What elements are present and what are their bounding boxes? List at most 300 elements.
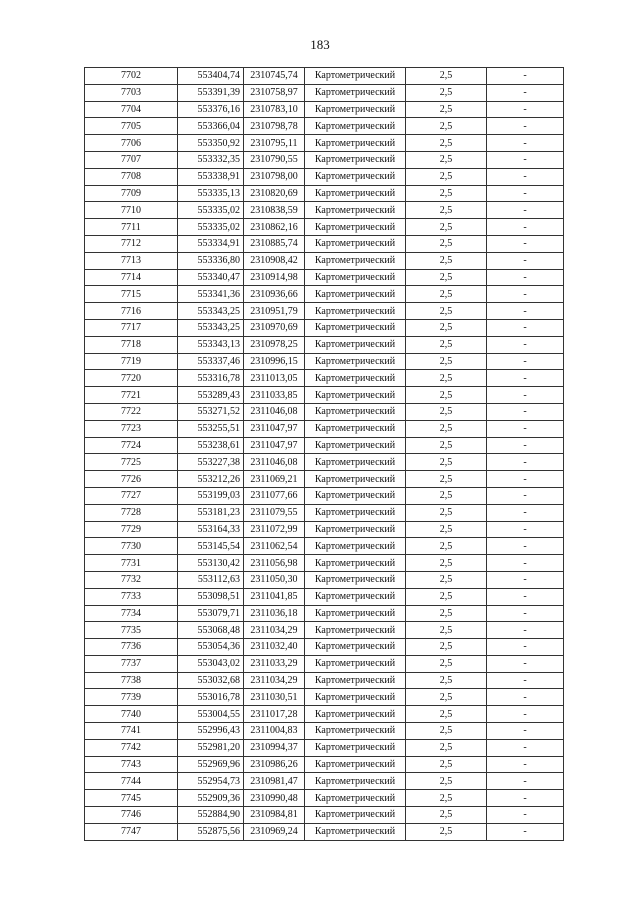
accuracy-cell: 2,5 — [406, 555, 487, 572]
x-coordinate-cell: 553332,35 — [178, 151, 244, 168]
point-number-cell: 7737 — [85, 655, 178, 672]
table-row — [85, 672, 564, 689]
accuracy-cell: 2,5 — [406, 790, 487, 807]
method-cell: Картометрический — [305, 622, 406, 639]
x-coordinate-cell: 553004,55 — [178, 706, 244, 723]
y-coordinate-cell: 2311050,30 — [244, 571, 305, 588]
table-row — [85, 807, 564, 824]
x-coordinate-cell: 553338,91 — [178, 168, 244, 185]
point-number-cell: 7711 — [85, 219, 178, 236]
method-cell: Картометрический — [305, 370, 406, 387]
accuracy-cell: 2,5 — [406, 622, 487, 639]
note-cell: - — [487, 756, 564, 773]
point-number-cell: 7746 — [85, 807, 178, 824]
note-cell: - — [487, 286, 564, 303]
method-cell: Картометрический — [305, 68, 406, 85]
table-row — [85, 101, 564, 118]
note-cell: - — [487, 605, 564, 622]
table-row — [85, 252, 564, 269]
accuracy-cell: 2,5 — [406, 336, 487, 353]
accuracy-cell: 2,5 — [406, 269, 487, 286]
point-number-cell: 7728 — [85, 504, 178, 521]
y-coordinate-cell: 2311041,85 — [244, 588, 305, 605]
note-cell: - — [487, 370, 564, 387]
x-coordinate-cell: 553112,63 — [178, 571, 244, 588]
method-cell: Картометрический — [305, 487, 406, 504]
accuracy-cell: 2,5 — [406, 571, 487, 588]
accuracy-cell: 2,5 — [406, 639, 487, 656]
method-cell: Картометрический — [305, 471, 406, 488]
accuracy-cell: 2,5 — [406, 319, 487, 336]
accuracy-cell: 2,5 — [406, 202, 487, 219]
note-cell: - — [487, 639, 564, 656]
point-number-cell: 7745 — [85, 790, 178, 807]
table-row — [85, 269, 564, 286]
accuracy-cell: 2,5 — [406, 689, 487, 706]
y-coordinate-cell: 2310838,59 — [244, 202, 305, 219]
method-cell: Картометрический — [305, 521, 406, 538]
x-coordinate-cell: 552909,36 — [178, 790, 244, 807]
accuracy-cell: 2,5 — [406, 437, 487, 454]
accuracy-cell: 2,5 — [406, 756, 487, 773]
method-cell: Картометрический — [305, 353, 406, 370]
table-row — [85, 168, 564, 185]
table-row — [85, 538, 564, 555]
point-number-cell: 7709 — [85, 185, 178, 202]
coordinates-table — [84, 67, 564, 841]
y-coordinate-cell: 2311036,18 — [244, 605, 305, 622]
note-cell: - — [487, 353, 564, 370]
table-row — [85, 437, 564, 454]
point-number-cell: 7731 — [85, 555, 178, 572]
point-number-cell: 7742 — [85, 739, 178, 756]
point-number-cell: 7706 — [85, 135, 178, 152]
y-coordinate-cell: 2311062,54 — [244, 538, 305, 555]
point-number-cell: 7708 — [85, 168, 178, 185]
page-number: 183 — [310, 37, 330, 52]
table-row — [85, 151, 564, 168]
point-number-cell: 7723 — [85, 420, 178, 437]
y-coordinate-cell: 2310783,10 — [244, 101, 305, 118]
x-coordinate-cell: 553336,80 — [178, 252, 244, 269]
y-coordinate-cell: 2311032,40 — [244, 639, 305, 656]
method-cell: Картометрический — [305, 403, 406, 420]
x-coordinate-cell: 553145,54 — [178, 538, 244, 555]
method-cell: Картометрический — [305, 555, 406, 572]
table-row — [85, 823, 564, 840]
accuracy-cell: 2,5 — [406, 538, 487, 555]
accuracy-cell: 2,5 — [406, 370, 487, 387]
method-cell: Картометрический — [305, 706, 406, 723]
table-row — [85, 387, 564, 404]
y-coordinate-cell: 2311030,51 — [244, 689, 305, 706]
point-number-cell: 7733 — [85, 588, 178, 605]
x-coordinate-cell: 553043,02 — [178, 655, 244, 672]
accuracy-cell: 2,5 — [406, 303, 487, 320]
x-coordinate-cell: 553289,43 — [178, 387, 244, 404]
table-row — [85, 118, 564, 135]
y-coordinate-cell: 2310996,15 — [244, 353, 305, 370]
note-cell: - — [487, 471, 564, 488]
x-coordinate-cell: 553335,13 — [178, 185, 244, 202]
point-number-cell: 7739 — [85, 689, 178, 706]
method-cell: Картометрический — [305, 807, 406, 824]
y-coordinate-cell: 2310969,24 — [244, 823, 305, 840]
y-coordinate-cell: 2311034,29 — [244, 622, 305, 639]
x-coordinate-cell: 553316,78 — [178, 370, 244, 387]
accuracy-cell: 2,5 — [406, 84, 487, 101]
method-cell: Картометрический — [305, 756, 406, 773]
table-row — [85, 219, 564, 236]
note-cell: - — [487, 521, 564, 538]
point-number-cell: 7741 — [85, 723, 178, 740]
point-number-cell: 7744 — [85, 773, 178, 790]
point-number-cell: 7714 — [85, 269, 178, 286]
note-cell: - — [487, 118, 564, 135]
note-cell: - — [487, 437, 564, 454]
point-number-cell: 7727 — [85, 487, 178, 504]
accuracy-cell: 2,5 — [406, 168, 487, 185]
x-coordinate-cell: 553181,23 — [178, 504, 244, 521]
table-row — [85, 739, 564, 756]
point-number-cell: 7717 — [85, 319, 178, 336]
y-coordinate-cell: 2310908,42 — [244, 252, 305, 269]
note-cell: - — [487, 336, 564, 353]
x-coordinate-cell: 552996,43 — [178, 723, 244, 740]
table-row — [85, 370, 564, 387]
table-row — [85, 353, 564, 370]
method-cell: Картометрический — [305, 135, 406, 152]
y-coordinate-cell: 2311079,55 — [244, 504, 305, 521]
y-coordinate-cell: 2310936,66 — [244, 286, 305, 303]
y-coordinate-cell: 2310798,00 — [244, 168, 305, 185]
point-number-cell: 7707 — [85, 151, 178, 168]
table-row — [85, 571, 564, 588]
accuracy-cell: 2,5 — [406, 454, 487, 471]
method-cell: Картометрический — [305, 84, 406, 101]
note-cell: - — [487, 538, 564, 555]
method-cell: Картометрический — [305, 672, 406, 689]
y-coordinate-cell: 2311056,98 — [244, 555, 305, 572]
accuracy-cell: 2,5 — [406, 420, 487, 437]
note-cell: - — [487, 655, 564, 672]
table-row — [85, 605, 564, 622]
point-number-cell: 7729 — [85, 521, 178, 538]
point-number-cell: 7738 — [85, 672, 178, 689]
y-coordinate-cell: 2310795,11 — [244, 135, 305, 152]
accuracy-cell: 2,5 — [406, 773, 487, 790]
note-cell: - — [487, 723, 564, 740]
table-row — [85, 185, 564, 202]
x-coordinate-cell: 553032,68 — [178, 672, 244, 689]
table-row — [85, 487, 564, 504]
table-row — [85, 471, 564, 488]
y-coordinate-cell: 2310978,25 — [244, 336, 305, 353]
method-cell: Картометрический — [305, 571, 406, 588]
accuracy-cell: 2,5 — [406, 672, 487, 689]
note-cell: - — [487, 135, 564, 152]
table-row — [85, 588, 564, 605]
accuracy-cell: 2,5 — [406, 118, 487, 135]
point-number-cell: 7740 — [85, 706, 178, 723]
table-row — [85, 521, 564, 538]
table-row — [85, 756, 564, 773]
note-cell: - — [487, 807, 564, 824]
note-cell: - — [487, 706, 564, 723]
x-coordinate-cell: 552981,20 — [178, 739, 244, 756]
accuracy-cell: 2,5 — [406, 235, 487, 252]
x-coordinate-cell: 553335,02 — [178, 219, 244, 236]
point-number-cell: 7732 — [85, 571, 178, 588]
y-coordinate-cell: 2310994,37 — [244, 739, 305, 756]
y-coordinate-cell: 2310990,48 — [244, 790, 305, 807]
point-number-cell: 7724 — [85, 437, 178, 454]
note-cell: - — [487, 588, 564, 605]
table-row — [85, 286, 564, 303]
note-cell: - — [487, 68, 564, 85]
point-number-cell: 7730 — [85, 538, 178, 555]
method-cell: Картометрический — [305, 538, 406, 555]
point-number-cell: 7721 — [85, 387, 178, 404]
y-coordinate-cell: 2311077,66 — [244, 487, 305, 504]
y-coordinate-cell: 2310986,26 — [244, 756, 305, 773]
y-coordinate-cell: 2310914,98 — [244, 269, 305, 286]
x-coordinate-cell: 553334,91 — [178, 235, 244, 252]
table-row — [85, 689, 564, 706]
method-cell: Картометрический — [305, 303, 406, 320]
table-row — [85, 202, 564, 219]
x-coordinate-cell: 553016,78 — [178, 689, 244, 706]
table-row — [85, 622, 564, 639]
x-coordinate-cell: 553255,51 — [178, 420, 244, 437]
note-cell: - — [487, 689, 564, 706]
method-cell: Картометрический — [305, 655, 406, 672]
point-number-cell: 7747 — [85, 823, 178, 840]
x-coordinate-cell: 553340,47 — [178, 269, 244, 286]
point-number-cell: 7719 — [85, 353, 178, 370]
point-number-cell: 7718 — [85, 336, 178, 353]
note-cell: - — [487, 168, 564, 185]
y-coordinate-cell: 2311034,29 — [244, 672, 305, 689]
table-row — [85, 773, 564, 790]
table-row — [85, 555, 564, 572]
x-coordinate-cell: 552954,73 — [178, 773, 244, 790]
note-cell: - — [487, 487, 564, 504]
note-cell: - — [487, 403, 564, 420]
y-coordinate-cell: 2310885,74 — [244, 235, 305, 252]
y-coordinate-cell: 2310790,55 — [244, 151, 305, 168]
note-cell: - — [487, 739, 564, 756]
note-cell: - — [487, 420, 564, 437]
accuracy-cell: 2,5 — [406, 286, 487, 303]
accuracy-cell: 2,5 — [406, 135, 487, 152]
x-coordinate-cell: 553068,48 — [178, 622, 244, 639]
note-cell: - — [487, 202, 564, 219]
y-coordinate-cell: 2311046,08 — [244, 454, 305, 471]
x-coordinate-cell: 553212,26 — [178, 471, 244, 488]
method-cell: Картометрический — [305, 235, 406, 252]
y-coordinate-cell: 2311047,97 — [244, 420, 305, 437]
method-cell: Картометрический — [305, 504, 406, 521]
table-row — [85, 235, 564, 252]
point-number-cell: 7713 — [85, 252, 178, 269]
method-cell: Картометрический — [305, 269, 406, 286]
y-coordinate-cell: 2310820,69 — [244, 185, 305, 202]
note-cell: - — [487, 823, 564, 840]
note-cell: - — [487, 790, 564, 807]
table-row — [85, 319, 564, 336]
x-coordinate-cell: 553335,02 — [178, 202, 244, 219]
accuracy-cell: 2,5 — [406, 101, 487, 118]
accuracy-cell: 2,5 — [406, 739, 487, 756]
table-row — [85, 135, 564, 152]
method-cell: Картометрический — [305, 336, 406, 353]
point-number-cell: 7722 — [85, 403, 178, 420]
accuracy-cell: 2,5 — [406, 521, 487, 538]
note-cell: - — [487, 185, 564, 202]
method-cell: Картометрический — [305, 252, 406, 269]
y-coordinate-cell: 2311047,97 — [244, 437, 305, 454]
note-cell: - — [487, 101, 564, 118]
note-cell: - — [487, 387, 564, 404]
x-coordinate-cell: 553227,38 — [178, 454, 244, 471]
note-cell: - — [487, 504, 564, 521]
method-cell: Картометрический — [305, 168, 406, 185]
coordinates-table-body — [85, 68, 564, 841]
accuracy-cell: 2,5 — [406, 219, 487, 236]
point-number-cell: 7705 — [85, 118, 178, 135]
y-coordinate-cell: 2311046,08 — [244, 403, 305, 420]
y-coordinate-cell: 2310758,97 — [244, 84, 305, 101]
note-cell: - — [487, 269, 564, 286]
accuracy-cell: 2,5 — [406, 655, 487, 672]
table-row — [85, 790, 564, 807]
method-cell: Картометрический — [305, 739, 406, 756]
method-cell: Картометрический — [305, 286, 406, 303]
accuracy-cell: 2,5 — [406, 706, 487, 723]
x-coordinate-cell: 553054,36 — [178, 639, 244, 656]
accuracy-cell: 2,5 — [406, 185, 487, 202]
y-coordinate-cell: 2311033,85 — [244, 387, 305, 404]
x-coordinate-cell: 553391,39 — [178, 84, 244, 101]
method-cell: Картометрический — [305, 185, 406, 202]
method-cell: Картометрический — [305, 790, 406, 807]
note-cell: - — [487, 555, 564, 572]
x-coordinate-cell: 552875,56 — [178, 823, 244, 840]
x-coordinate-cell: 552884,90 — [178, 807, 244, 824]
point-number-cell: 7734 — [85, 605, 178, 622]
y-coordinate-cell: 2310798,78 — [244, 118, 305, 135]
method-cell: Картометрический — [305, 639, 406, 656]
point-number-cell: 7726 — [85, 471, 178, 488]
point-number-cell: 7720 — [85, 370, 178, 387]
note-cell: - — [487, 235, 564, 252]
y-coordinate-cell: 2310984,81 — [244, 807, 305, 824]
note-cell: - — [487, 454, 564, 471]
point-number-cell: 7704 — [85, 101, 178, 118]
point-number-cell: 7725 — [85, 454, 178, 471]
accuracy-cell: 2,5 — [406, 723, 487, 740]
x-coordinate-cell: 553404,74 — [178, 68, 244, 85]
table-row — [85, 303, 564, 320]
table-row — [85, 504, 564, 521]
method-cell: Картометрический — [305, 219, 406, 236]
table-row — [85, 655, 564, 672]
y-coordinate-cell: 2310981,47 — [244, 773, 305, 790]
table-row — [85, 420, 564, 437]
table-row — [85, 336, 564, 353]
x-coordinate-cell: 553271,52 — [178, 403, 244, 420]
point-number-cell: 7743 — [85, 756, 178, 773]
table-row — [85, 639, 564, 656]
accuracy-cell: 2,5 — [406, 605, 487, 622]
note-cell: - — [487, 252, 564, 269]
table-row — [85, 706, 564, 723]
note-cell: - — [487, 151, 564, 168]
y-coordinate-cell: 2311013,05 — [244, 370, 305, 387]
accuracy-cell: 2,5 — [406, 68, 487, 85]
accuracy-cell: 2,5 — [406, 353, 487, 370]
method-cell: Картометрический — [305, 101, 406, 118]
point-number-cell: 7712 — [85, 235, 178, 252]
point-number-cell: 7735 — [85, 622, 178, 639]
note-cell: - — [487, 84, 564, 101]
accuracy-cell: 2,5 — [406, 387, 487, 404]
y-coordinate-cell: 2311069,21 — [244, 471, 305, 488]
accuracy-cell: 2,5 — [406, 471, 487, 488]
y-coordinate-cell: 2310970,69 — [244, 319, 305, 336]
table-row — [85, 403, 564, 420]
method-cell: Картометрический — [305, 202, 406, 219]
accuracy-cell: 2,5 — [406, 823, 487, 840]
table-row — [85, 723, 564, 740]
method-cell: Картометрический — [305, 118, 406, 135]
y-coordinate-cell: 2311033,29 — [244, 655, 305, 672]
point-number-cell: 7736 — [85, 639, 178, 656]
point-number-cell: 7702 — [85, 68, 178, 85]
accuracy-cell: 2,5 — [406, 151, 487, 168]
x-coordinate-cell: 553079,71 — [178, 605, 244, 622]
x-coordinate-cell: 553343,25 — [178, 319, 244, 336]
x-coordinate-cell: 553098,51 — [178, 588, 244, 605]
method-cell: Картометрический — [305, 773, 406, 790]
x-coordinate-cell: 553343,13 — [178, 336, 244, 353]
method-cell: Картометрический — [305, 823, 406, 840]
x-coordinate-cell: 553238,61 — [178, 437, 244, 454]
method-cell: Картометрический — [305, 319, 406, 336]
note-cell: - — [487, 319, 564, 336]
y-coordinate-cell: 2310745,74 — [244, 68, 305, 85]
method-cell: Картометрический — [305, 588, 406, 605]
method-cell: Картометрический — [305, 689, 406, 706]
accuracy-cell: 2,5 — [406, 588, 487, 605]
method-cell: Картометрический — [305, 420, 406, 437]
table-row — [85, 454, 564, 471]
method-cell: Картометрический — [305, 454, 406, 471]
y-coordinate-cell: 2310862,16 — [244, 219, 305, 236]
note-cell: - — [487, 571, 564, 588]
accuracy-cell: 2,5 — [406, 504, 487, 521]
accuracy-cell: 2,5 — [406, 487, 487, 504]
method-cell: Картометрический — [305, 437, 406, 454]
accuracy-cell: 2,5 — [406, 252, 487, 269]
point-number-cell: 7710 — [85, 202, 178, 219]
method-cell: Картометрический — [305, 605, 406, 622]
point-number-cell: 7715 — [85, 286, 178, 303]
note-cell: - — [487, 672, 564, 689]
method-cell: Картометрический — [305, 723, 406, 740]
x-coordinate-cell: 552969,96 — [178, 756, 244, 773]
